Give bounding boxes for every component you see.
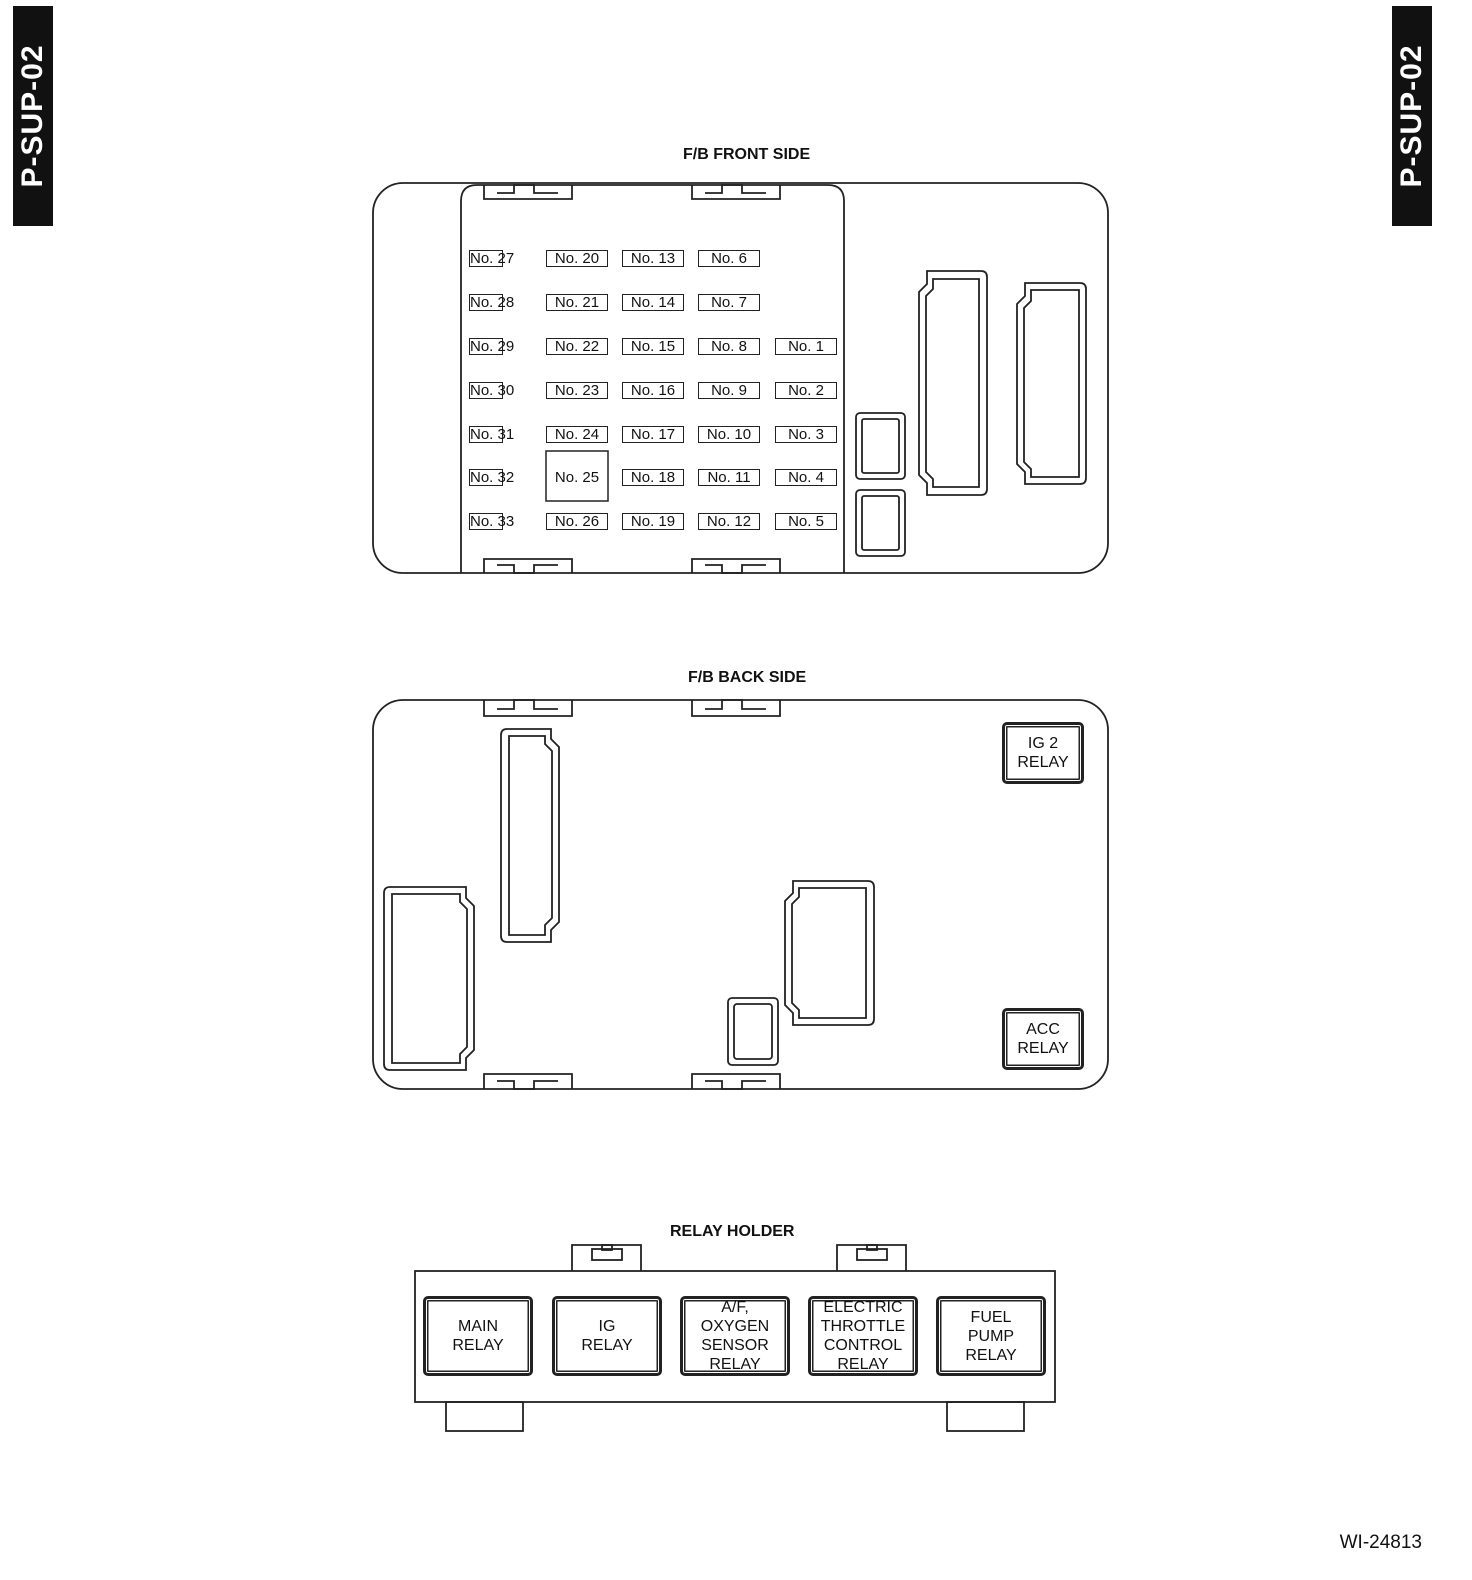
relay-holder-foot-left [446, 1402, 523, 1431]
ig-relay[interactable]: IG RELAY [552, 1296, 662, 1376]
fuse-slot[interactable]: No. 30 [470, 382, 515, 399]
fuse-slot[interactable]: No. 17 [622, 426, 684, 443]
front-side-title: F/B FRONT SIDE [683, 146, 811, 163]
fuse-slot[interactable]: No. 29 [470, 338, 515, 355]
fuse-slot[interactable]: No. 15 [622, 338, 684, 355]
acc-relay[interactable]: ACC RELAY [1002, 1008, 1084, 1070]
af-oxygen-sensor-relay[interactable]: A/F, OXYGEN SENSOR RELAY [680, 1296, 790, 1376]
back-connector-large [384, 887, 474, 1070]
fuse-slot[interactable]: No. 23 [546, 382, 608, 399]
back-top-clip-left [484, 700, 572, 716]
relay-holder-tab-right [837, 1245, 906, 1271]
front-connector-right [1017, 283, 1086, 484]
back-connector-center [785, 881, 874, 1025]
fuse-slot[interactable]: No. 24 [546, 426, 608, 443]
fuse-slot[interactable]: No. 25 [554, 469, 600, 486]
front-bottom-clip-right [692, 559, 780, 573]
fuse-slot[interactable]: No. 8 [698, 338, 760, 355]
back-top-clip-right [692, 700, 780, 716]
fuse-slot[interactable]: No. 6 [698, 250, 760, 267]
fuse-slot[interactable]: No. 10 [698, 426, 760, 443]
fuse-slot[interactable]: No. 14 [622, 294, 684, 311]
fuse-slot[interactable]: No. 11 [698, 469, 760, 486]
back-bottom-clip-right [692, 1074, 780, 1089]
relay-holder-title: RELAY HOLDER [670, 1223, 795, 1240]
fuse-slot[interactable]: No. 19 [622, 513, 684, 530]
fuse-slot[interactable]: No. 33 [470, 513, 515, 530]
fuse-slot[interactable]: No. 28 [470, 294, 515, 311]
fuse-slot[interactable]: No. 16 [622, 382, 684, 399]
fuse-slot[interactable]: No. 5 [775, 513, 837, 530]
front-bottom-clip-left [484, 559, 572, 573]
ig2-relay[interactable]: IG 2 RELAY [1002, 722, 1084, 784]
front-connector-left [919, 271, 987, 495]
front-small-socket-upper [856, 413, 905, 479]
fuse-slot[interactable]: No. 20 [546, 250, 608, 267]
fuse-slot[interactable]: No. 1 [775, 338, 837, 355]
back-side-title: F/B BACK SIDE [688, 669, 807, 686]
front-top-clip-right [692, 185, 780, 199]
fuse-slot[interactable]: No. 22 [546, 338, 608, 355]
front-small-socket-lower [856, 490, 905, 556]
electric-throttle-control-relay[interactable]: ELECTRIC THROTTLE CONTROL RELAY [808, 1296, 918, 1376]
fuse-slot[interactable]: No. 9 [698, 382, 760, 399]
fuse-slot[interactable]: No. 32 [470, 469, 515, 486]
back-bottom-clip-left [484, 1074, 572, 1089]
fuse-slot[interactable]: No. 3 [775, 426, 837, 443]
relay-holder-foot-right [947, 1402, 1024, 1431]
main-relay[interactable]: MAIN RELAY [423, 1296, 533, 1376]
fuse-slot[interactable]: No. 18 [622, 469, 684, 486]
figure-code: WI-24813 [1339, 1532, 1422, 1553]
page-tab-right-label: P-SUP-02 [1395, 44, 1428, 188]
fuse-slot[interactable]: No. 13 [622, 250, 684, 267]
fuse-slot[interactable]: No. 27 [470, 250, 515, 267]
back-small-socket [728, 998, 778, 1065]
front-top-clip-left [484, 185, 572, 199]
back-side-outline [373, 700, 1108, 1089]
fuse-slot[interactable]: No. 26 [546, 513, 608, 530]
fuse-slot[interactable]: No. 31 [470, 426, 515, 443]
fuel-pump-relay[interactable]: FUEL PUMP RELAY [936, 1296, 1046, 1376]
page-tab-left-label: P-SUP-02 [16, 44, 49, 188]
fuse-slot[interactable]: No. 12 [698, 513, 760, 530]
back-connector-upper [501, 729, 559, 942]
fuse-slot[interactable]: No. 2 [775, 382, 837, 399]
fuse-slot[interactable]: No. 21 [546, 294, 608, 311]
relay-holder-tab-left [572, 1245, 641, 1271]
fuse-slot[interactable]: No. 7 [698, 294, 760, 311]
fuse-slot[interactable]: No. 4 [775, 469, 837, 486]
